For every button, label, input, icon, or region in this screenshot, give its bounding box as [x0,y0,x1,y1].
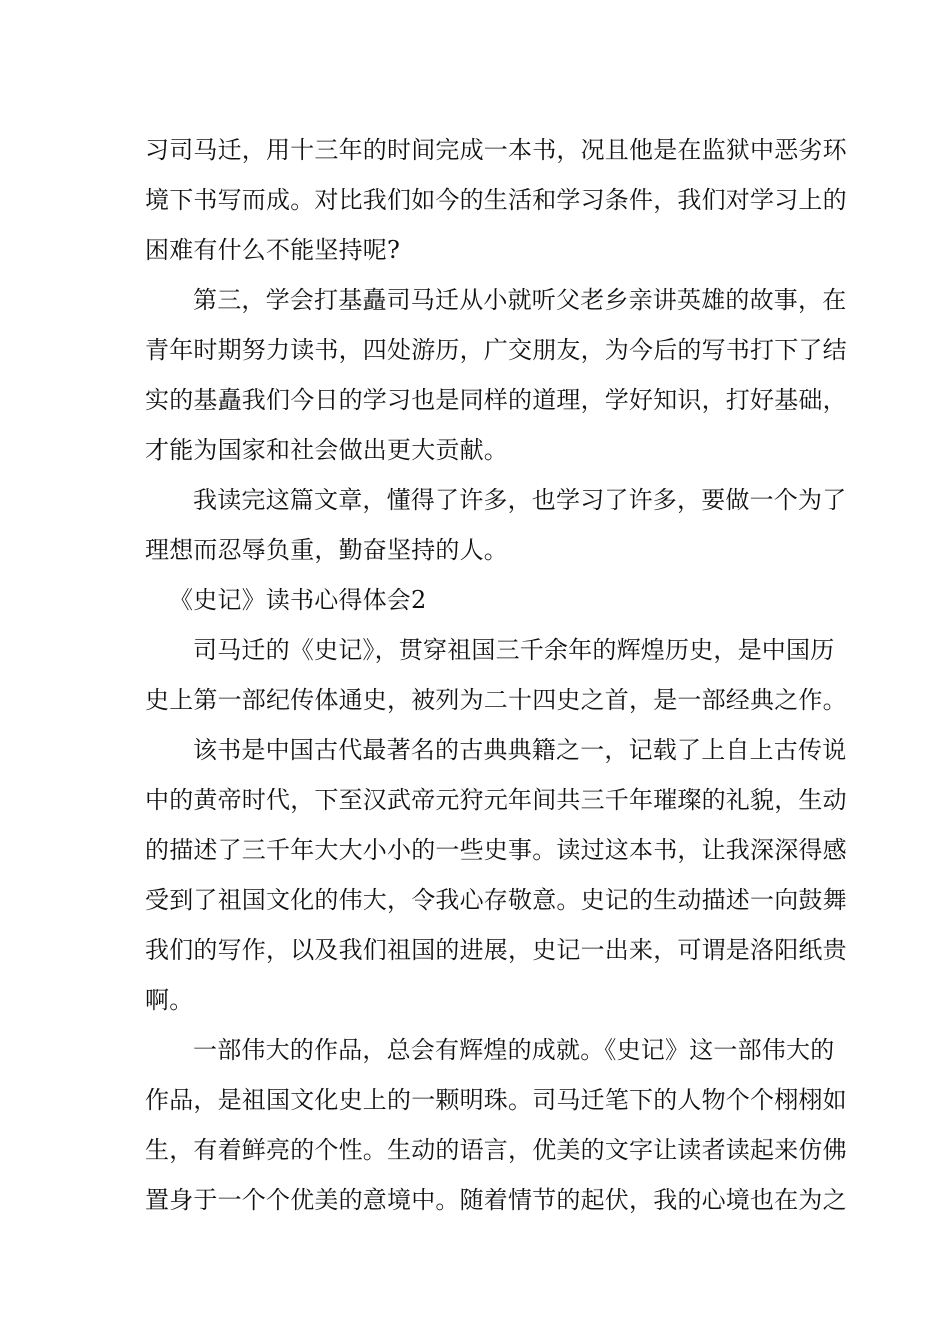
paragraph-first-line: 第三，学会打基矗司马迁从小就听父老乡亲讲英雄的故事，在 [193,286,847,314]
text-line: 困难有什么不能坚持呢? [145,236,401,264]
section-heading: 《史记》读书心得体会2 [169,586,427,614]
text-line: 中的黄帝时代，下至汉武帝元狩元年间共三千年璀璨的礼貌，生动 [145,786,847,814]
text-line: 实的基矗我们今日的学习也是同样的道理，学好知识，打好基础， [145,386,847,414]
text-line: 受到了祖国文化的伟大，令我心存敬意。史记的生动描述一向鼓舞 [145,886,847,914]
text-line: 啊。 [145,986,194,1014]
text-line: 理想而忍辱负重，勤奋坚持的人。 [145,536,508,564]
text-line: 史上第一部纪传体通史，被列为二十四史之首，是一部经典之作。 [145,686,847,714]
text-line: 置身于一个个优美的意境中。随着情节的起伏，我的心境也在为之 [145,1186,847,1214]
text-line: 青年时期努力读书，四处游历，广交朋友，为今后的写书打下了结 [145,336,847,364]
text-line: 的描述了三千年大大小小的一些史事。读过这本书，让我深深得感 [145,836,847,864]
text-line: 我们的写作，以及我们祖国的进展，史记一出来，可谓是洛阳纸贵 [145,936,847,964]
text-line: 作品，是祖国文化史上的一颗明珠。司马迁笔下的人物个个栩栩如 [145,1086,847,1114]
paragraph-first-line: 一部伟大的作品，总会有辉煌的成就。《史记》这一部伟大的 [193,1036,835,1064]
text-line: 生，有着鲜亮的个性。生动的语言，优美的文字让读者读起来仿佛 [145,1136,847,1164]
text-line: 习司马迁，用十三年的时间完成一本书，况且他是在监狱中恶劣环 [145,136,847,164]
paragraph-first-line: 该书是中国古代最著名的古典典籍之一，记载了上自上古传说 [193,736,847,764]
paragraph-first-line: 司马迁的《史记》，贯穿祖国三千余年的辉煌历史，是中国历 [193,636,835,664]
text-line: 境下书写而成。对比我们如今的生活和学习条件，我们对学习上的 [145,186,847,214]
paragraph-first-line: 我读完这篇文章，懂得了许多，也学习了许多，要做一个为了 [193,486,847,514]
text-line: 才能为国家和社会做出更大贡献。 [145,436,508,464]
